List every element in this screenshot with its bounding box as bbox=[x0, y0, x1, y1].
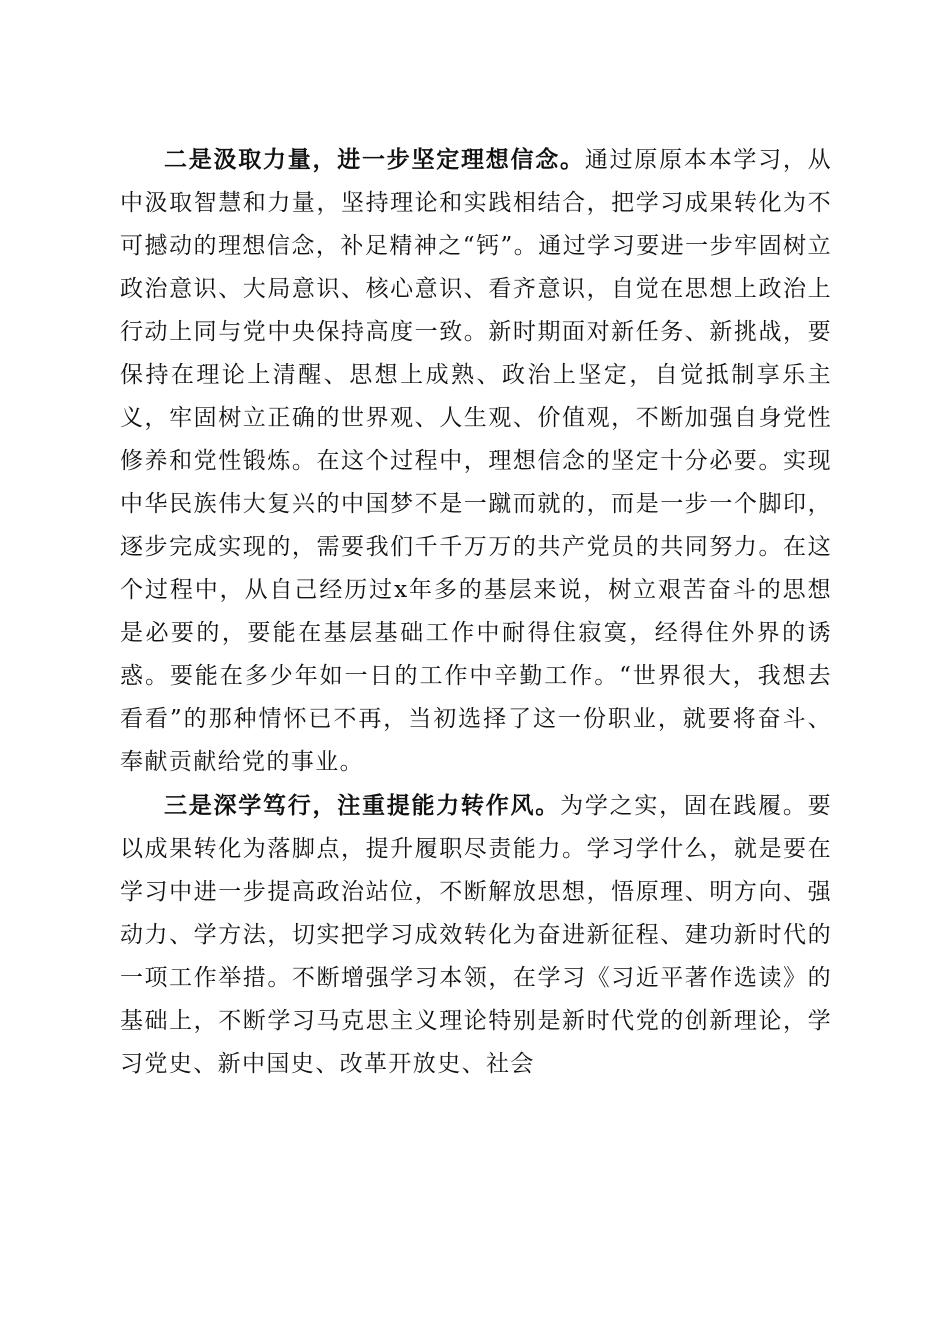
paragraph-text: 为学之实，固在践履。要以成果转化为落脚点，提升履职尽责能力。学习学什么，就是要在学习中进一步提高政治站位，不断解放思想，悟原理、明方向、强动力、学方法，切实把学习成效转化为奋进新征程、建功新时代的一项工作举措。不断增强学习本领，在学习《习近平著作选读》的基础上，不断学习马克思主义理论特别是新时代党的创新理论，学习党史、新中国史、改革开放史、社会 bbox=[120, 793, 832, 1077]
paragraph-two bbox=[120, 138, 832, 784]
document-body bbox=[120, 138, 832, 1086]
paragraph-heading: 三是深学笃行，注重提能力转作风。 bbox=[164, 792, 561, 819]
paragraph-three bbox=[120, 784, 832, 1086]
paragraph-text: 通过原原本本学习，从中汲取智慧和力量，坚持理论和实践相结合，把学习成果转化为不可撼动的理想信念，补足精神之“钙”。通过学习要进一步牢固树立政治意识、大局意识、核心意识、看齐意识，自觉在思想上政治上行动上同与党中央保持高度一致。新时期面对新任务、新挑战，要保持在理论上清醒、思想上成熟、政治上坚定，自觉抵制享乐主义，牢固树立正确的世界观、人生观、价值观，不断加强自身党性修养和党性锻炼。在这个过程中，理想信念的坚定十分必要。实现中华民族伟大复兴的中国梦不是一蹴而就的，而是一步一个脚印，逐步完成实现的，需要我们千千万万的共产党员的共同努力。在这个过程中，从自己经历过x年多的基层来说，树立艰苦奋斗的思想是必要的，要能在基层基础工作中耐得住寂寞，经得住外界的诱惑。要能在多少年如一日的工作中辛勤工作。“世界很大，我想去看看”的那种情怀已不再，当初选择了这一份职业，就要将奋斗、奉献贡献给党的事业。 bbox=[120, 147, 832, 775]
paragraph-heading: 二是汲取力量，进一步坚定理想信念。 bbox=[164, 146, 585, 173]
